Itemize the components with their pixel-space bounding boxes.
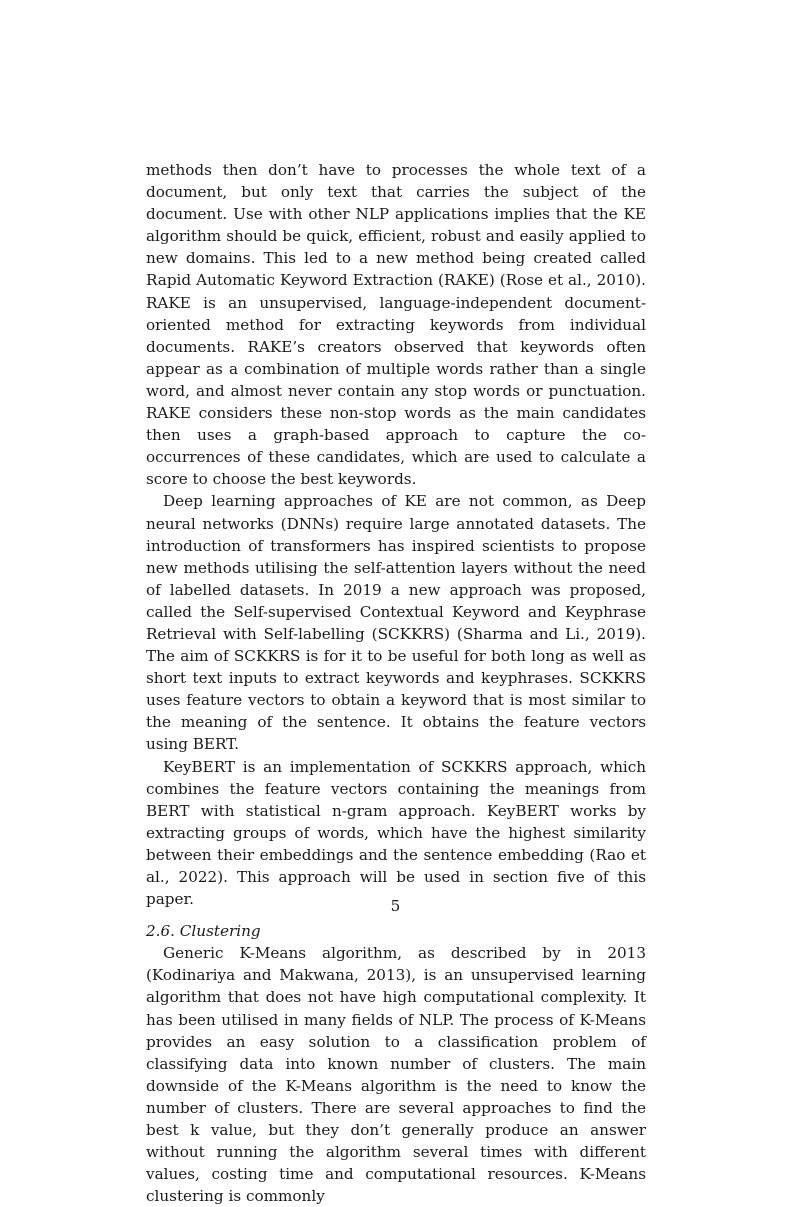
page-number: 5 xyxy=(390,897,401,915)
paragraph-keybert: KeyBERT is an implementation of SCKKRS approach, which combines the feature vectors containing the meanings from BERT with statistical n-gram approach. KeyBERT works by extracting groups of words, which have the highest similarity between their embeddings and the sentence embedding (Rao et al., 2022). This approach will be used in section five of this paper. xyxy=(146,757,646,909)
paragraph-deep-learning: Deep learning approaches of KE are not common, as Deep neural networks (DNNs) require large annotated datasets. The introduction of transformers has inspired scientists to propose new methods utilising the self-attention layers without the need of labelled datasets. In 2019 a new approach was proposed, called the Self-supervised Contextual Keyword and Keyphrase Retrieval with Self-labelling (SCKKRS) (Sharma and Li., 2019). The aim of SCKKRS is for it to be useful for both long as well as short text inputs to extract keywords and keyphrases. SCKKRS uses feature vectors to obtain a keyword that is most similar to the meaning of the sentence. It obtains the feature vectors using BERT. xyxy=(146,492,646,754)
page-body xyxy=(146,159,646,1207)
section-heading-clustering: 2.6. Clustering xyxy=(146,922,261,941)
paragraph-kmeans: Generic K-Means algorithm, as described by in 2013 (Kodinariya and Makwana, 2013), is an unsupervised learning algorithm that does not have high computational complexity. It has been utilised in many fields of NLP. The process of K-Means provides an easy solution to a classification problem of classifying data into known number of clusters. The main downside of the K-Means algorithm is the need to know the number of clusters. There are several approaches to find the best k value, but they don’t generally produce an answer without running the algorithm several times with different values, costing time and computational resources. K-Means clustering is commonly xyxy=(146,944,646,1206)
paragraph-rake: methods then don’t have to processes the whole text of a document, but only text that carries the subject of the document. Use with other NLP applications implies that the KE algorithm should be quick, efficient, robust and easily applied to new domains. This led to a new method being created called Rapid Automatic Keyword Extraction (RAKE) (Rose et al., 2010). RAKE is an unsupervised, language-independent document-oriented method for extracting keywords from individual documents. RAKE’s creators observed that keywords often appear as a combination of multiple words rather than a single word, and almost never contain any stop words or punctuation. RAKE considers these non-stop words as the main candidates then uses a graph-based approach to capture the co-occurrences of these candidates, which are used to calculate a score to choose the best keywords. xyxy=(146,161,646,489)
